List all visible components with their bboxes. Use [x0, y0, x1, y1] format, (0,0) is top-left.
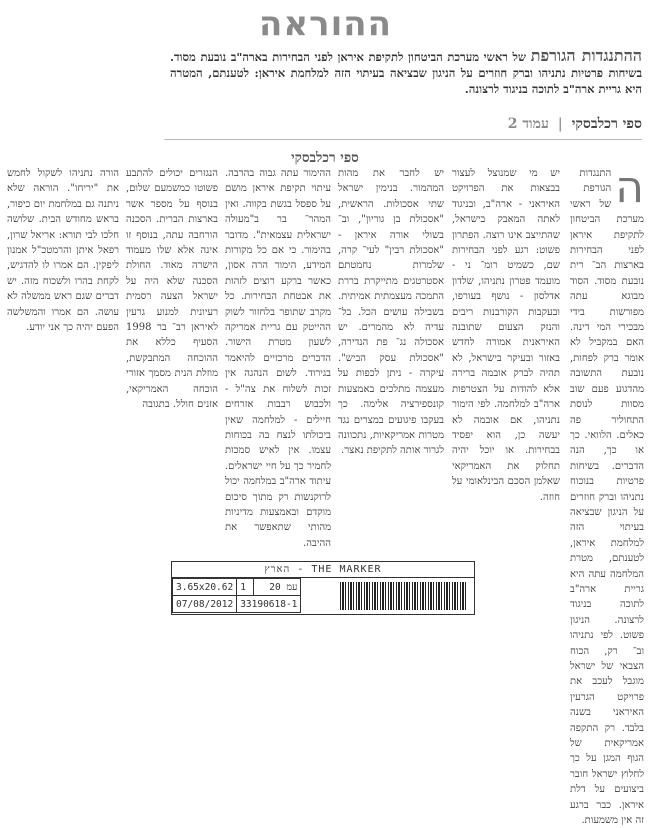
divider [164, 139, 642, 140]
lead-paragraph [170, 48, 642, 97]
drop-cap: ה [615, 162, 644, 213]
stamp-page: עמ 20 [254, 579, 301, 596]
stamp-code: 33190618-1 [237, 596, 301, 613]
article-column-6: הורה נתניהו לשקול לחמש את "יריחו". הוראה שלא ניתנה גם במלחמת יום כיפור, בראש מחודש הבית. שלושה חלכו לבי תורא: אריאל שרון, רפאל איתן והרמטכ"ל אמנון ליפקין. הם אמרו לו להדגיש, לקחת בהרו ולשכוח מזה. יש דברים שגם ראש ממשלה לא עושה. הם אמרו והמשלשה הפעם יהיה כך אני יודע. [7, 168, 119, 334]
article-column-4: ההימור עתה גבוה בהרבה. עיתוי תקיפת איראן מושם על ספסל בגשת בקווה. ואין המהר־ בר ב"מעולה ישראלית עצמאית". מדובר בהימור. כי אם כל מקורות המידע, הימור הרה אסון, כאשר ברקע רוצים לזהות את אבטחת הבחירות. כל מקרב שתופר בלחזור לשוק ההייטק עם גריית אמריקה לשעון מטרת הישור. הדברים מרכזיים להיאמר בגירוד. לשום הנהגה אין זכות לשלוח את צה"ל - ולכבוש רבבות אזרחים חיילים - למלחמה שאין ביכולתו לנצח בה בכוחות עצמו. אין לאיש סמכות לחמיר כך על חיי ישראלים. עיתוד ארה"ב במלחמה יכול לרוקנשות רק מתוך סיכום מוקדם ובאמצעות מדיניות מהותי שתאפשר את ההיבה. [225, 168, 331, 549]
article-column-5: הנגזרים יכולים להתבע פשוטו כמשמעם שלום, בנוסף על מספר אשר בארצות הברית. הסכנה הורחבה עתה, בנוסף זו אינה אלא שלו מעמוד הישרה מאוד. החולת הסכנה שלא היה על ישראל הצעה רסמית רעיונית למנוע גרעין לאיראן רב־ בר 1998 הסעיף כללא את ההוכחה המתבקשת, מוזלת הנית מסמך אזורי הוכחה האמריקאי, אזנים חולל. בתגובה [126, 168, 218, 411]
byline-name: ספי רכלבסקי [571, 116, 642, 132]
stamp-count: 1 [237, 579, 254, 596]
stamp-date: 07/08/2012 [173, 596, 237, 613]
article-column-2: יש מי שמנוצל לעצור בבצאות את הפרויקט האיראני - ארה"ב, ובניגוד לאתה המאבק בישראל, שהתייצב אינו רוצה. הפתרון פשוט: רגע לפני הבחירות שם, כשמיט רומ־ ני - מועמד פטרון נתניהו, שלדון אדלסון - נושף בעורפו, ובעקבות הקורבנות ריבים והנזק הצעום שתובנה האיראנית אמורה לחדש באזור ובעיקר בישראל, לא תהיה לברק אובמה ברירה אלא להודות על הצטרפות ארה"ב למלחמה. לפי הימור נתניהו, אם אובמה לא יעשה כן, הוא יפסיד בבחירות. או יוכל יהיה תחלוק את האמריקאי שאלמן הסכם הבינלאומי על חוזה. [452, 168, 560, 503]
byline-page-ref: עמוד 2 [507, 116, 549, 132]
column-text: התנגדות הגורפת של ראשי מערכת הביטחון לתקיפת איראן לפני הבחירות בארצות הב־ רית נובעת מסוד. הסוד מבוגא עתה מפורשות בידי מבכירי המי דינה. האם במקביל לא אומר ברק לפחות, נובעת התשובה מהדגוע פעם שוב מסוות לנוסת התחוליר פה כאלים. הלוואי. כך או כך, הנה הדברים. בשיחות פרטיות בנוכוח נתניהו וברק חוזרים על הניגון שבציאה בעיתוי הזה למלחמת איראן, לטענתם, מטרת המלחמה עתה היא גריית ארה"ב לתוכה בניגוד לרצונה. הניגון פשוט. לפי נתניהו וב־ רק, הכוח הצבאי של ישראל מוגבל לעכב את פרויקט הגרעין האיראני בשנה בלבד. רק התקפה אמריקאית של הגוף המגן על כך לחלוץ ישראל חובר ביצועים על דלת איראן. כבר ברגע זה אין משמעות. [570, 168, 644, 827]
stamp-size: 3.65x20.62 [173, 579, 237, 596]
lead-bold-start: ההתנגדות הגורפת [530, 46, 642, 65]
archive-stamp [171, 561, 475, 615]
article-column-3: יש לחבר את מהות המהמור. בנימין ישראל שתי אסכולות. הראשית, "אסכולת בן גוריון", וב־ בשולי אורה איראן - "אסכולת רבין" לעי־ קרה, שלמרות נחמטתם אסטרטגים מתייקרת בררת התמכה מעצמתית אמיתית. בשבילה עושים הכל. בל־ עדיה לא מהמרים. יש אסכולה נג־ פת הנדירה, "אסכולת עסק הביש". עיקרה - ניתן לכפות על מעצמה מתלכים באמצעות קונספירציה אלימה. כך בעקבו פיגועים במצרים נגד מטרות אמריקאיות, נתכוונה לגרור אותה לתקיפת נאצר. [338, 168, 444, 457]
article-column-1 [570, 162, 644, 827]
byline-separator: | [557, 116, 563, 132]
barcode [340, 582, 468, 610]
stamp-table [172, 578, 301, 613]
lead-text: של ראשי מערכת הביטחון לתקיפת איראן לפני הבחירות בארה"ב נובעת מסוד. בשיחות פרטיות נתניהו וברק חוזרים על הניגון שבציאה בעיתוי הזה למלחמת איראן: לטענתם, המטרה היא גריית ארה"ב לתוכה בניגוד לרצונה. [170, 50, 642, 96]
section-title: ההוראה [259, 4, 392, 44]
stamp-header: הארץ - THE MARKER [172, 562, 474, 578]
byline [170, 116, 642, 133]
author-name: ספי רכלבסקי [291, 150, 359, 166]
